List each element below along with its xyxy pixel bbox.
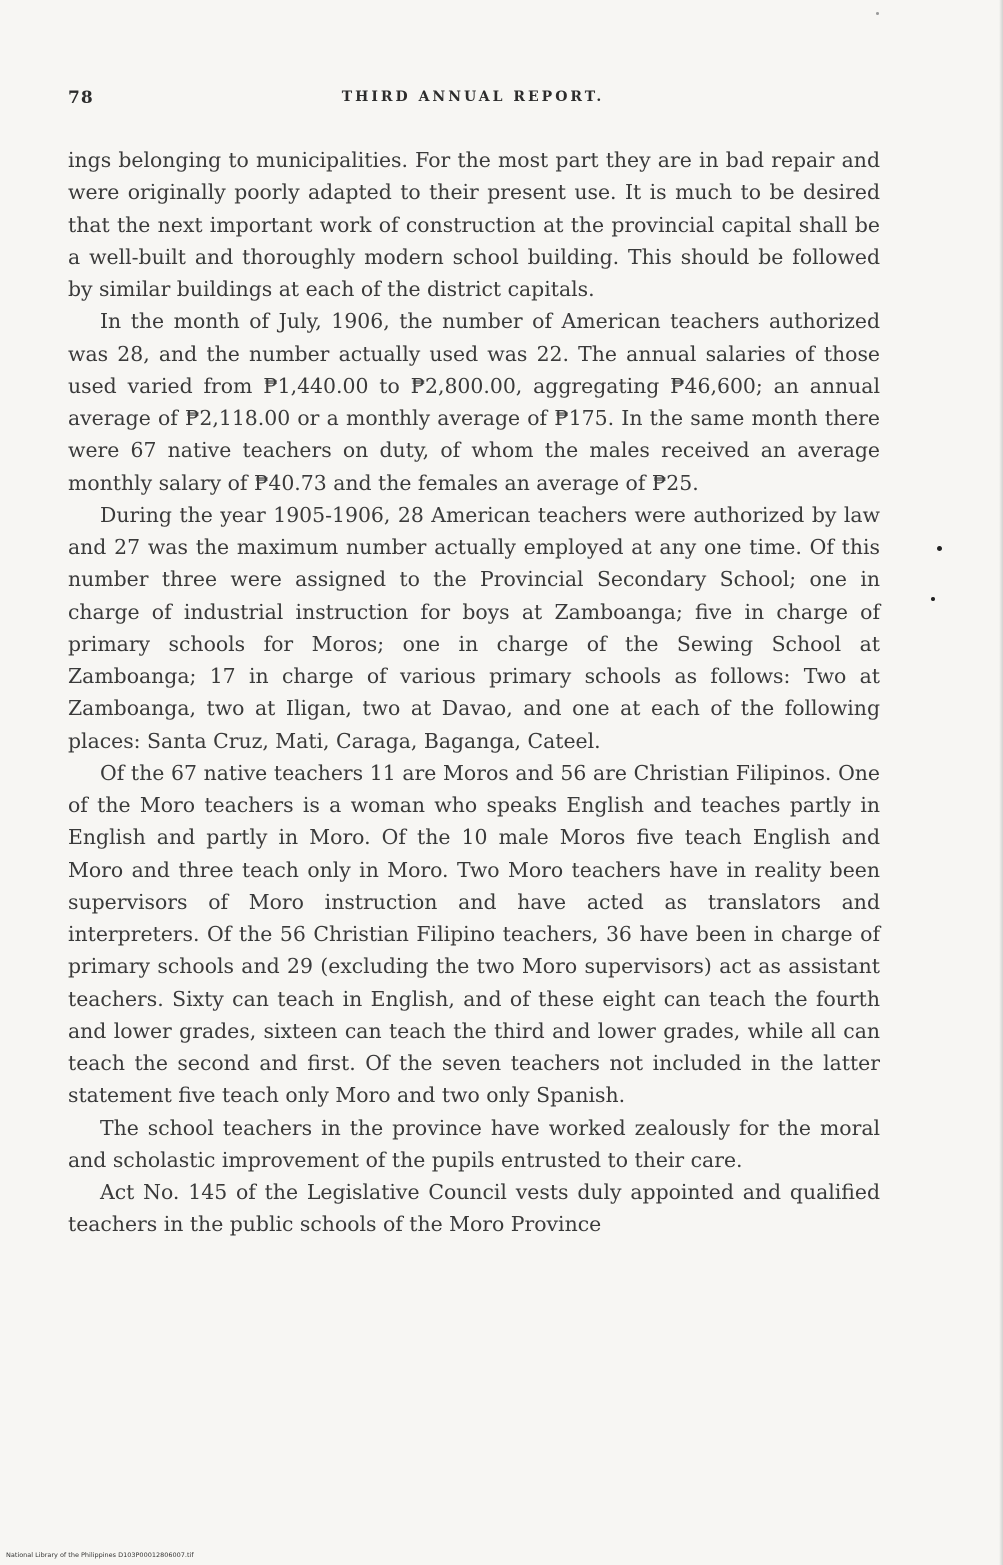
- running-title: THIRD ANNUAL REPORT.: [341, 89, 605, 105]
- page-header: [68, 88, 878, 118]
- page-edge-shadow: [999, 0, 1003, 1565]
- paragraph-zeal: The school teachers in the province have worked zealously for the moral and scholastic improvement of the pupils entrusted to their care.: [68, 1115, 880, 1172]
- scan-credit: National Library of the Philippines D103P00012806007.tif: [6, 1551, 194, 1559]
- paragraph-teacher-salaries: In the month of July, 1906, the number of American teachers authorized was 28, and the number actually used was 22. The annual salaries of those used varied from ₱1,440.00 to ₱2,800.00, aggregating ₱46,600; an annual average of ₱2,118.00 or a monthly average of ₱175. In the same month there were 67 native teachers on duty, of whom the males received an average monthly salary of ₱40.73 and the females an average of ₱25.: [68, 309, 880, 495]
- ink-speck: [876, 12, 879, 15]
- paragraph-act-145: Act No. 145 of the Legislative Council vests duly appointed and qualified teachers in the public schools of the Moro Province: [68, 1180, 880, 1237]
- body-text: [68, 144, 880, 1241]
- paragraph-continuation: ings belonging to municipalities. For the most part they are in bad repair and were originally poorly adapted to their present use. It is much to be desired that the next important work of construction at the provincial capital shall be a well-built and thoroughly modern school building. This should be followed by similar buildings at each of the district capitals.: [68, 148, 880, 301]
- paragraph-american-teachers: During the year 1905-1906, 28 American teachers were authorized by law and 27 was the maximum number actually employed at any one time. Of this number three were assigned to the Provincial Secondary School; one in charge of industrial instruction for boys at Zamboanga; five in charge of primary schools for Moros; one in charge of the Sewing School at Zamboanga; 17 in charge of various primary schools as follows: Two at Zamboanga, two at Iligan, two at Davao, and one at each of the following places: Santa Cruz, Mati, Caraga, Baganga, Cateel.: [68, 502, 880, 753]
- ink-speck: [931, 597, 935, 601]
- page-number: 78: [68, 88, 94, 108]
- paragraph-native-teachers: Of the 67 native teachers 11 are Moros and 56 are Christian Filipinos. One of the Moro teachers is a woman who speaks English and teaches partly in English and partly in Moro. Of the 10 male Moros five teach English and Moro and three teach only in Moro. Two Moro teachers have in reality been supervisors of Moro instruction and have acted as translators and interpreters. Of the 56 Christian Filipino teachers, 36 have been in charge of primary schools and 29 (excluding the two Moro supervisors) act as assistant teachers. Sixty can teach in English, and of these eight can teach the fourth and lower grades, sixteen can teach the third and lower grades, while all can teach the second and first. Of the seven teachers not included in the latter statement five teach only Moro and two only Spanish.: [68, 760, 880, 1108]
- ink-speck: [937, 546, 942, 551]
